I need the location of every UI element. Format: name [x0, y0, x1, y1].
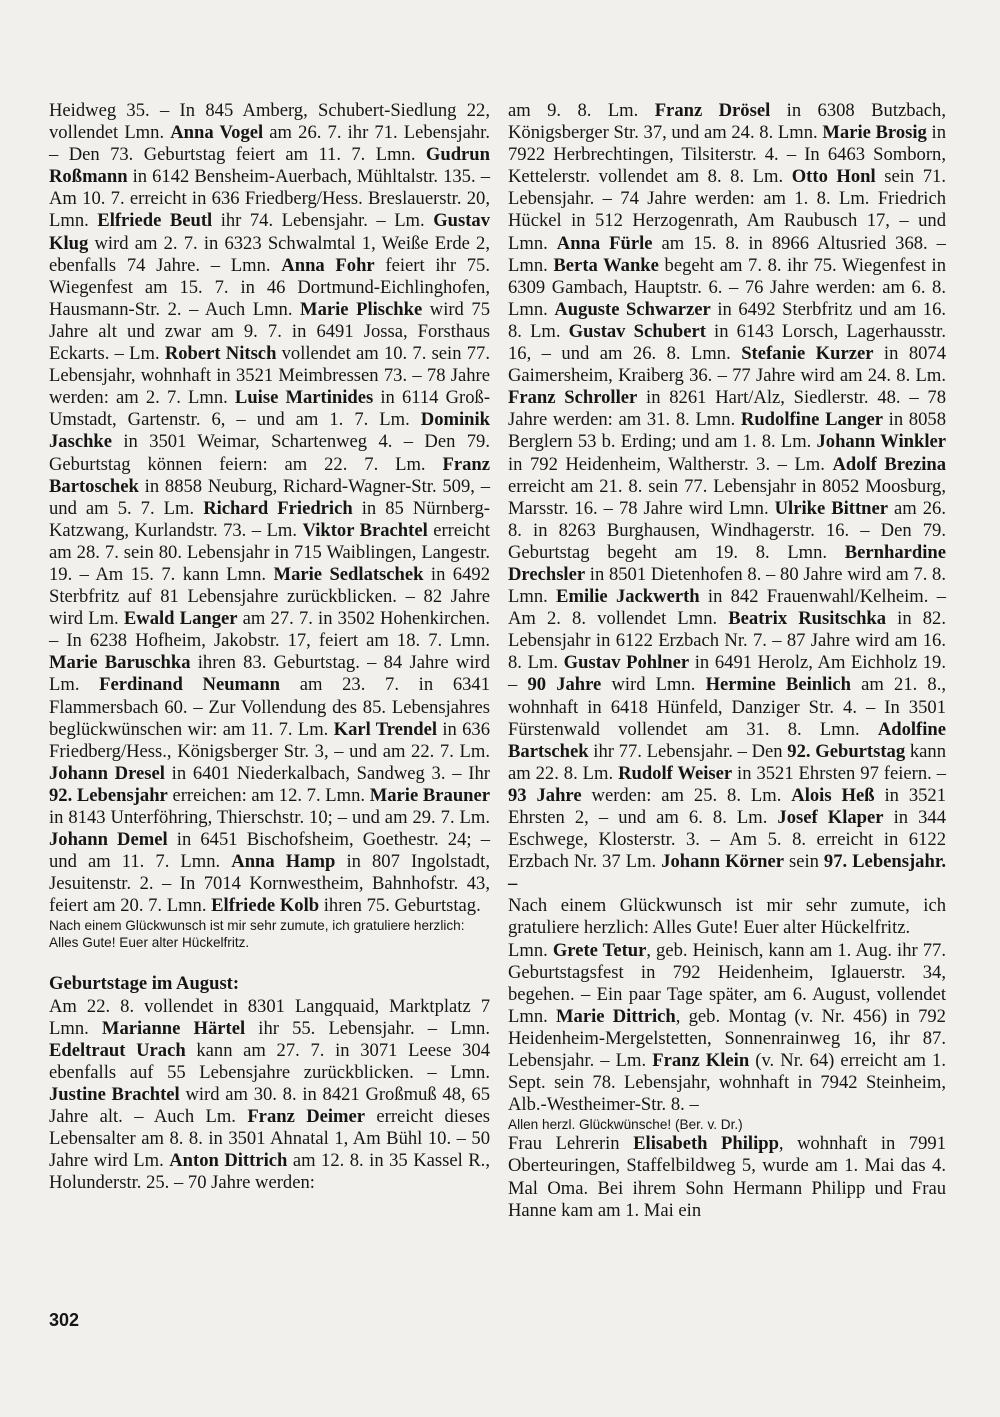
- bold-name: Richard Friedrich: [203, 497, 353, 519]
- text-run: in 6401 Niederkalbach, Sandweg 3. – Ihr: [164, 762, 490, 784]
- text-run: erreicht dieses Lebensalter am 8. 8. in 3501 Ahnatal 1, Am Bühl 10. – 50 Jahre wird Lm.: [49, 1106, 490, 1172]
- bold-name: Elfriede Kolb: [211, 895, 320, 917]
- bold-name: Franz Drösel: [654, 100, 771, 121]
- bold-name: Otto Honl: [791, 166, 876, 188]
- text-run: Allen herzl. Glückwünsche! (Ber. v. Dr.): [508, 1117, 743, 1133]
- text-run: kann am 22. 8. Lm.: [508, 740, 946, 784]
- bold-name: Johann Körner: [661, 851, 784, 873]
- text-run: kann am 27. 7. in 3071 Leese 304 ebenfalls auf 55 Lebensjahre zurückblicken. – Lmn.: [49, 1039, 490, 1083]
- bold-name: Johann Demel: [49, 829, 168, 851]
- bold-name: Rudolfine Langer: [740, 409, 883, 431]
- text-run: in 6451 Bischofsheim, Goethestr. 24; – und am 11. 7. Lmn.: [49, 829, 490, 873]
- bold-name: Marianne Härtel: [101, 1017, 246, 1039]
- text-run: in 8261 Hart/Alz, Siedlerstr. 48. – 78 Jahre werden: am 31. 8. Lmn.: [508, 387, 947, 431]
- text-run: in 6142 Bensheim-Auerbach, Mühltalstr. 135. – Am 10. 7. erreicht in 636 Friedberg/Hess. Breslauerstr. 20, Lmn.: [49, 166, 490, 232]
- text-run: in 3501 Weimar, Schartenweg 4. – Den 79. Geburtstag können feiern: am 22. 7. Lm.: [49, 431, 490, 475]
- bold-name: Franz Deimer: [247, 1106, 366, 1128]
- bold-name: Alois Heß: [791, 784, 875, 806]
- text-run: ihren 75. Geburtstag.: [319, 895, 481, 917]
- text-run: am 9. 8. Lm.: [508, 100, 655, 121]
- bold-name: Ulrike Bittner: [774, 497, 889, 519]
- text-run: in 6143 Lorsch, Lagerhausstr. 16, – und am 26. 8. Lmn.: [508, 320, 946, 365]
- text-run: vollendet am 10. 7. sein 77. Lebensjahr, wohnhaft in 3521 Meimbressen 73. – 78 Jahre werden: am 2. 7. Lmn.: [49, 343, 490, 409]
- bold-name: Justine Brachtel: [49, 1083, 180, 1105]
- left-column: [49, 100, 490, 1194]
- bold-name: Beatrix Rusitschka: [728, 608, 887, 630]
- bold-name: 93 Jahre: [508, 784, 582, 806]
- text-run: sein: [783, 851, 824, 873]
- bold-name: Johann Winkler: [816, 431, 946, 453]
- text-run: in 8074 Gaimersheim, Kraiberg 36. – 77 Jahre wird am 24. 8. Lm.: [508, 343, 947, 387]
- text-run: wird Lmn.: [601, 674, 706, 696]
- bold-name: Anna Fohr: [281, 254, 375, 276]
- text-run: in 3521 Ehrsten 97 feiern. –: [732, 762, 946, 784]
- bold-name: Josef Klaper: [777, 807, 884, 828]
- text-run: in 6492 Sterbfritz und am 16. 8. Lm.: [508, 298, 947, 342]
- text-run: in 807 Ingolstadt, Jesuitenstr. 2. – In 7014 Kornwestheim, Bahnhofstr. 43, feiert am 20. 7. Lmn.: [49, 851, 490, 917]
- bold-name: Berta Wanke: [553, 254, 659, 276]
- text-run: ihr 55. Lebensjahr. – Lmn.: [245, 1017, 490, 1039]
- text-run: am 26. 8. in 8263 Burghausen, Windhagerstr. 16. – Den 79. Geburtstag begeht am 19. 8. Lmn.: [508, 497, 946, 563]
- text-run: werden: am 25. 8. Lm.: [581, 784, 792, 806]
- bold-name: Johann Dresel: [49, 762, 165, 784]
- bold-name: Marie Brosig: [822, 122, 927, 144]
- section-heading: [49, 973, 490, 995]
- text-run: Nach einem Glückwunsch ist mir sehr zumute, ich gratuliere herzlich: Alles Gute! Euer alter Hückelfritz.: [49, 918, 465, 951]
- bold-name: 92. Geburtstag: [787, 740, 906, 762]
- small-note: [49, 917, 490, 951]
- bold-name: Marie Plischke: [300, 298, 423, 320]
- text-run: in 6308 Butzbach, Königsberger Str. 37, und am 24. 8. Lmn.: [508, 100, 946, 144]
- bold-name: Gustav Klug: [49, 210, 491, 254]
- text-run: wird am 30. 8. in 8421 Großmuß 48, 65 Jahre alt. – Auch Lm.: [49, 1083, 490, 1128]
- text-run: Heidweg 35. – In 845 Amberg, Schubert-Siedlung 22, vollendet Lmn.: [49, 100, 490, 144]
- text-run: in 8143 Unterföhring, Thierschstr. 10; – und am 29. 7. Lm.: [49, 807, 490, 828]
- bold-name: Robert Nitsch: [164, 343, 277, 365]
- bold-name: Adolfine Bartschek: [508, 718, 946, 762]
- bold-name: Gudrun Roßmann: [49, 144, 490, 188]
- paragraph: [508, 1133, 946, 1221]
- bold-name: Auguste Schwarzer: [554, 298, 711, 320]
- bold-name: Marie Brauner: [369, 784, 491, 806]
- small-note: [508, 1116, 946, 1133]
- text-run: , geb. Montag (v. Nr. 456) in 792 Heidenheim-Mergelstetten, Sonnenrainweg 16, ihr 87. Lebensjahr. – Lm.: [508, 1005, 946, 1072]
- text-run: erreicht am 28. 7. sein 80. Lebensjahr in 715 Waiblingen, Langestr. 19. – Am 15. 7. kann Lmn.: [49, 519, 490, 585]
- paragraph: [49, 996, 490, 1195]
- bold-name: 97. Lebensjahr. –: [508, 851, 947, 895]
- text-run: Geburtstage im August:: [49, 973, 240, 995]
- bold-name: 92. Lebensjahr: [49, 784, 168, 806]
- text-run: in 344 Eschwege, Klosterstr. 3. – Am 5. 8. erreicht in 6122 Erzbach Nr. 37 Lm.: [508, 807, 946, 873]
- bold-name: Viktor Brachtel: [302, 519, 428, 541]
- bold-name: Franz Klein: [652, 1050, 750, 1072]
- text-run: Frau Lehrerin: [508, 1133, 634, 1155]
- bold-name: Gustav Pohlner: [563, 652, 690, 674]
- bold-name: Franz Schroller: [508, 387, 638, 409]
- text-run: feiert ihr 75. Wiegenfest am 15. 7. in 46 Dortmund-Eichlinghofen, Hausmann-Str. 2. – Auch Lmn.: [49, 254, 490, 320]
- text-run: in 85 Nürnberg-Katzwang, Kurlandstr. 73. – Lm.: [49, 497, 490, 541]
- text-run: am 21. 8., wohnhaft in 6418 Hünfeld, Danziger Str. 4. – In 3501 Fürstenwald vollendet am 31. 8. Lmn.: [508, 674, 947, 740]
- bold-name: Stefanie Kurzer: [741, 343, 874, 365]
- text-run: wird 75 Jahre alt und zwar am 9. 7. in 6491 Jossa, Forsthaus Eckarts. – Lm.: [49, 298, 490, 365]
- text-run: am 23. 7. in 6341 Flammersbach 60. – Zur Vollendung des 85. Lebensjahres beglückwünschen wir: am 11. 7. Lm.: [49, 674, 491, 740]
- bold-name: Bernhardine Drechsler: [508, 541, 946, 585]
- text-run: wird am 2. 7. in 6323 Schwalmtal 1, Weiße Erde 2, ebenfalls 74 Jahre. – Lmn.: [49, 232, 490, 276]
- bold-name: Karl Trendel: [333, 718, 438, 740]
- text-run: begeht am 7. 8. ihr 75. Wiegenfest in 6309 Gambach, Hauptstr. 6. – 76 Jahre werden: am 6. 8. Lmn.: [508, 254, 946, 320]
- bold-name: Anna Hamp: [231, 851, 336, 873]
- text-run: ihr 74. Lebensjahr. – Lm.: [212, 210, 434, 232]
- bold-name: Franz Bartoschek: [49, 453, 490, 497]
- text-run: Am 22. 8. vollendet in 8301 Langquaid, Marktplatz 7 Lmn.: [49, 995, 490, 1039]
- text-run: , wohnhaft in 7991 Oberteuringen, Staffelbildweg 5, wurde am 1. Mai das 4. Mal Oma. Bei ihrem Sohn Hermann Philipp und Frau Hanne kam am 1. Mai ein: [508, 1133, 946, 1221]
- bold-name: Gustav Schubert: [568, 320, 706, 342]
- bold-name: Marie Sedlatschek: [273, 563, 424, 585]
- bold-name: Rudolf Weiser: [618, 762, 733, 784]
- bold-name: Ferdinand Neumann: [99, 674, 281, 696]
- bold-name: Anna Vogel: [170, 122, 264, 144]
- bold-name: Anna Fürle: [556, 232, 653, 254]
- paragraph: [49, 100, 490, 917]
- paragraph: [508, 895, 946, 939]
- text-run: in 82. Lebensjahr in 6122 Erzbach Nr. 7. – 87 Jahre wird am 16. 8. Lm.: [508, 608, 946, 674]
- text-run: in 3521 Ehrsten 2, – und am 6. 8. Lm.: [508, 784, 947, 828]
- bold-name: Elisabeth Philipp: [633, 1133, 779, 1155]
- bold-name: Adolf Brezina: [832, 453, 947, 475]
- text-run: am 12. 8. in 35 Kassel R., Holunderstr. 25. – 70 Jahre werden:: [49, 1150, 490, 1194]
- text-run: in 8858 Neuburg, Richard-Wagner-Str. 509, – und am 5. 7. Lm.: [49, 475, 490, 519]
- bold-name: Anton Dittrich: [169, 1150, 288, 1172]
- bold-name: 90 Jahre: [527, 674, 602, 696]
- page-number: 302: [49, 1310, 80, 1330]
- text-run: in 6492 Sterbfritz auf 81 Lebensjahre zurückblicken. – 82 Jahre wird Lm.: [49, 563, 490, 630]
- bold-name: Ewald Langer: [123, 608, 238, 630]
- text-run: erreicht am 21. 8. sein 77. Lebensjahr in 8052 Moosburg, Marsstr. 16. – 78 Jahre wird Lmn.: [508, 475, 946, 519]
- text-run: in 842 Frauenwahl/Kelheim. – Am 2. 8. vollendet Lmn.: [508, 586, 946, 630]
- text-run: ihren 83. Geburtstag. – 84 Jahre wird Lm.: [49, 652, 490, 696]
- text-run: in 6491 Herolz, Am Eichholz 19. –: [508, 652, 946, 696]
- paragraph: [508, 100, 946, 895]
- text-run: ihr 77. Lebensjahr. – Den: [588, 740, 788, 762]
- bold-name: Elfriede Beutl: [97, 210, 213, 232]
- bold-name: Luise Martinides: [234, 387, 374, 409]
- text-run: am 27. 7. in 3502 Hohenkirchen. – In 6238 Hofheim, Jakobstr. 17, feiert am 18. 7. Lmn.: [49, 608, 490, 652]
- bold-name: Edeltraut Urach: [49, 1039, 186, 1061]
- text-run: Lmn.: [508, 939, 553, 961]
- bold-name: Marie Dittrich: [556, 1005, 676, 1027]
- right-column: [508, 100, 946, 1222]
- paragraph: [508, 940, 946, 1117]
- text-run: Nach einem Glückwunsch ist mir sehr zumute, ich gratuliere herzlich: Alles Gute! Euer alter Hückelfritz.: [508, 895, 946, 939]
- text-run: in 792 Heidenheim, Waltherstr. 3. – Lm.: [508, 453, 833, 475]
- text-run: erreichen: am 12. 7. Lmn.: [167, 784, 370, 806]
- text-run: in 8501 Dietenhofen 8. – 80 Jahre wird am 7. 8. Lmn.: [508, 563, 946, 608]
- bold-name: Hermine Beinlich: [705, 674, 852, 696]
- bold-name: Marie Baruschka: [49, 652, 191, 674]
- bold-name: Dominik Jaschke: [49, 409, 490, 453]
- bold-name: Emilie Jackwerth: [556, 586, 700, 608]
- text-run: in 8058 Berglern 53 b. Erding; und am 1. 8. Lm.: [508, 409, 946, 453]
- bold-name: Grete Tetur: [552, 939, 647, 961]
- text-run: in 636 Friedberg/Hess., Königsberger Str. 3, – und am 22. 7. Lm.: [49, 718, 490, 762]
- text-run: sein 71. Lebensjahr. – 74 Jahre werden: am 1. 8. Lm. Friedrich Hückel in 512 Herzogenrath, Am Raubusch 17, – und Lmn.: [508, 166, 946, 254]
- text-run: am 15. 8. in 8966 Altusried 368. – Lmn.: [508, 232, 946, 276]
- text-run: , geb. Heinisch, kann am 1. Aug. ihr 77. Geburtstagsfest in 792 Heidenheim, Iglauerstr. 34, begehen. – Ein paar Tage später, am 6. August, vollendet Lmn.: [508, 939, 947, 1027]
- text-run: in 6114 Groß-Umstadt, Gartenstr. 6, – und am 1. 7. Lm.: [49, 387, 491, 431]
- text-run: (v. Nr. 64) erreicht am 1. Sept. sein 78. Lebensjahr, wohnhaft in 7942 Steinheim, Alb.-Westheimer-Str. 8. –: [508, 1050, 947, 1116]
- text-run: in 7922 Herbrechtingen, Tilsiterstr. 4. – In 6463 Somborn, Kettelerstr. vollendet am 8. 8. Lm.: [508, 122, 946, 188]
- text-run: am 26. 7. ihr 71. Lebensjahr. – Den 73. Geburtstag feiert am 11. 7. Lmn.: [49, 122, 490, 166]
